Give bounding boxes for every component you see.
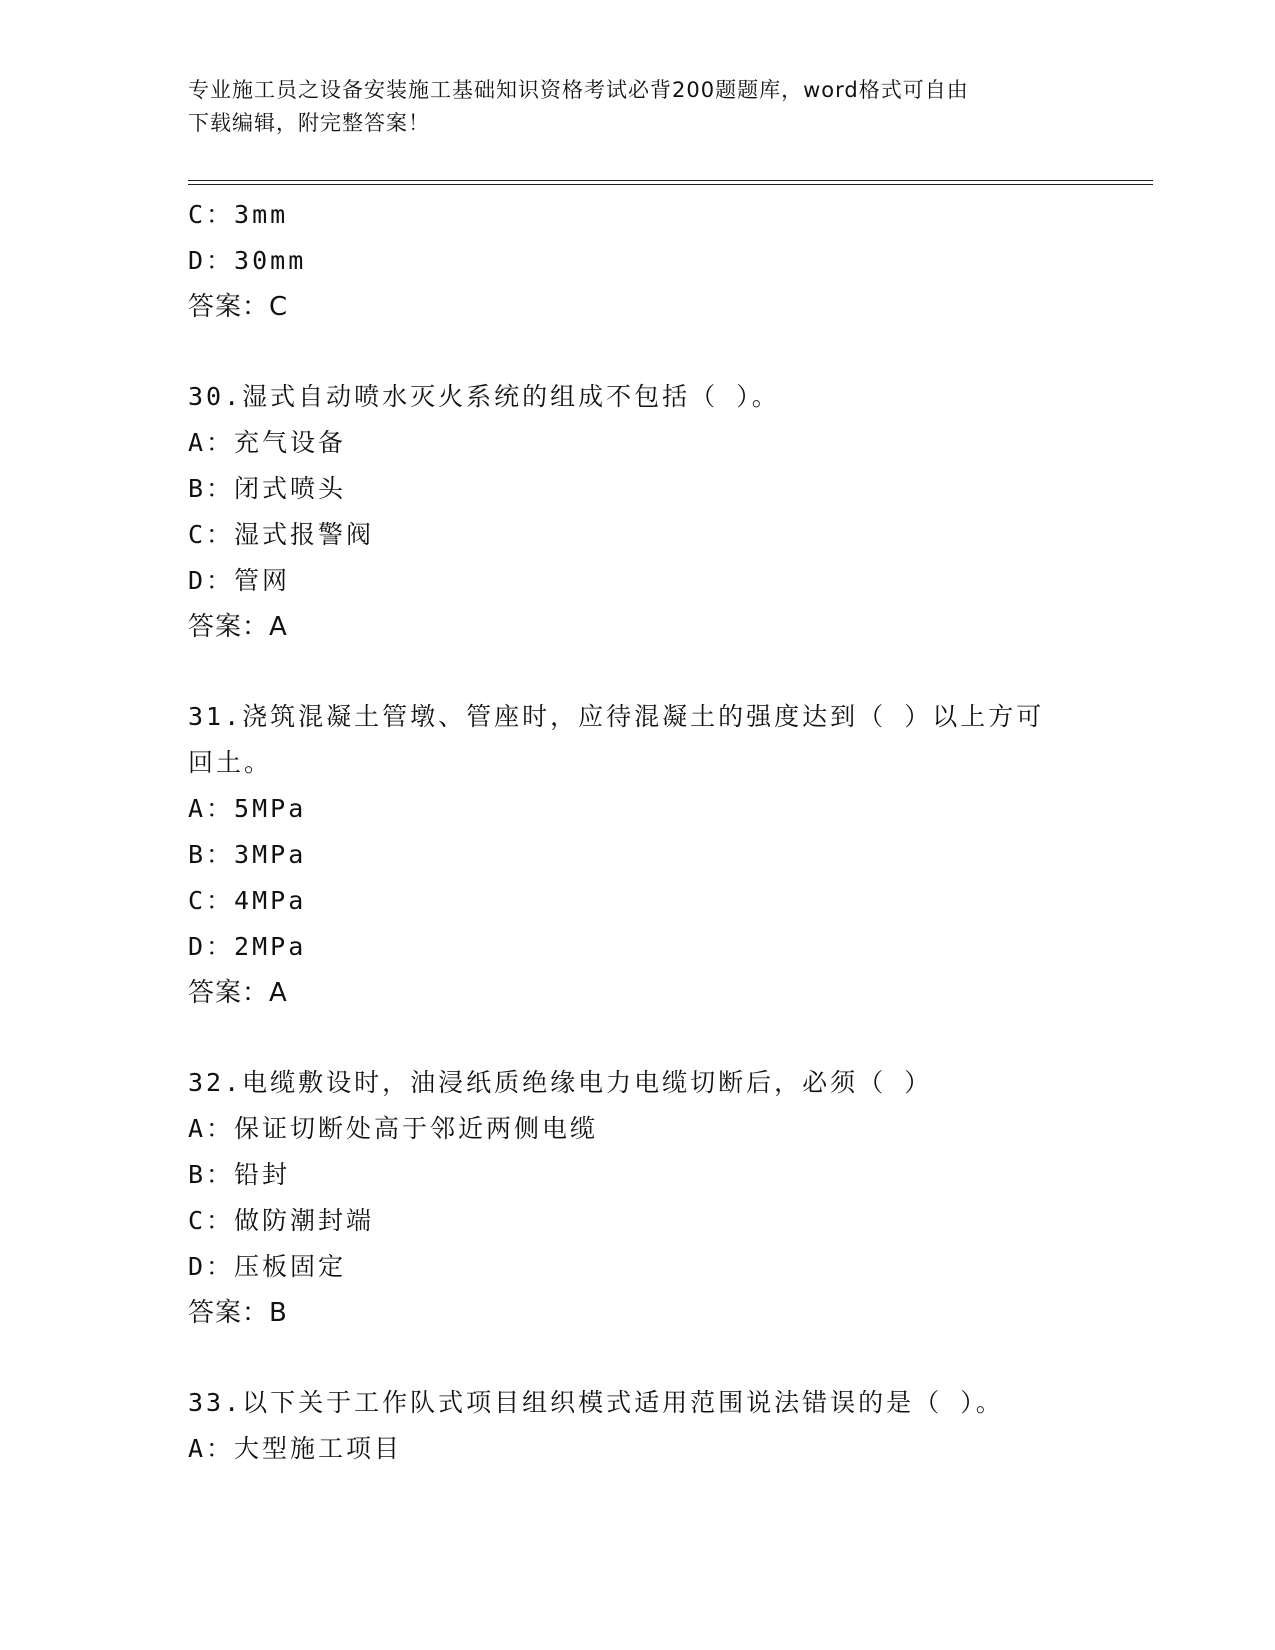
answer-line: 答案：A <box>188 978 288 1008</box>
option-a: A：充气设备 <box>188 428 347 457</box>
question-block-31 <box>188 694 1088 1016</box>
answer-line: 答案：A <box>188 612 288 642</box>
option-a: A：5MPa <box>188 794 307 823</box>
header-line-1: 专业施工员之设备安装施工基础知识资格考试必背200题题库，word格式可自由 <box>188 78 969 102</box>
option-c: C：3mm <box>188 200 289 229</box>
answer-line: 答案：C <box>188 292 289 322</box>
question-stem: 32.电缆敷设时，油浸纸质绝缘电力电缆切断后，必须（ ） <box>188 1068 933 1097</box>
question-stem-continued: 回土。 <box>188 748 273 777</box>
question-block-30 <box>188 374 1088 650</box>
question-block-partial <box>188 192 1088 330</box>
option-b: B：闭式喷头 <box>188 474 347 503</box>
spacer <box>188 1336 1088 1380</box>
spacer <box>188 650 1088 694</box>
option-c: C：湿式报警阀 <box>188 520 375 549</box>
option-a: A：保证切断处高于邻近两侧电缆 <box>188 1114 599 1143</box>
option-d: D：2MPa <box>188 932 307 961</box>
spacer <box>188 1016 1088 1060</box>
option-d: D：管网 <box>188 566 291 595</box>
question-stem: 31.浇筑混凝土管墩、管座时，应待混凝土的强度达到（ ）以上方可 <box>188 702 1045 731</box>
option-d: D：压板固定 <box>188 1252 347 1281</box>
question-stem: 30.湿式自动喷水灭火系统的组成不包括（ ）。 <box>188 382 780 411</box>
spacer <box>188 330 1088 374</box>
question-block-32 <box>188 1060 1088 1336</box>
option-b: B：铅封 <box>188 1160 291 1189</box>
header-line-2: 下载编辑，附完整答案！ <box>188 111 430 135</box>
question-list <box>188 192 1088 1472</box>
question-block-33 <box>188 1380 1088 1472</box>
option-c: C：4MPa <box>188 886 307 915</box>
option-d: D：30mm <box>188 246 307 275</box>
answer-line: 答案：B <box>188 1298 288 1328</box>
option-a: A：大型施工项目 <box>188 1434 403 1463</box>
header-divider-top <box>188 180 1153 181</box>
header-divider-bottom <box>188 184 1153 185</box>
document-header <box>188 74 1078 140</box>
option-b: B：3MPa <box>188 840 307 869</box>
option-c: C：做防潮封端 <box>188 1206 375 1235</box>
question-stem: 33.以下关于工作队式项目组织模式适用范围说法错误的是（ ）。 <box>188 1388 1004 1417</box>
